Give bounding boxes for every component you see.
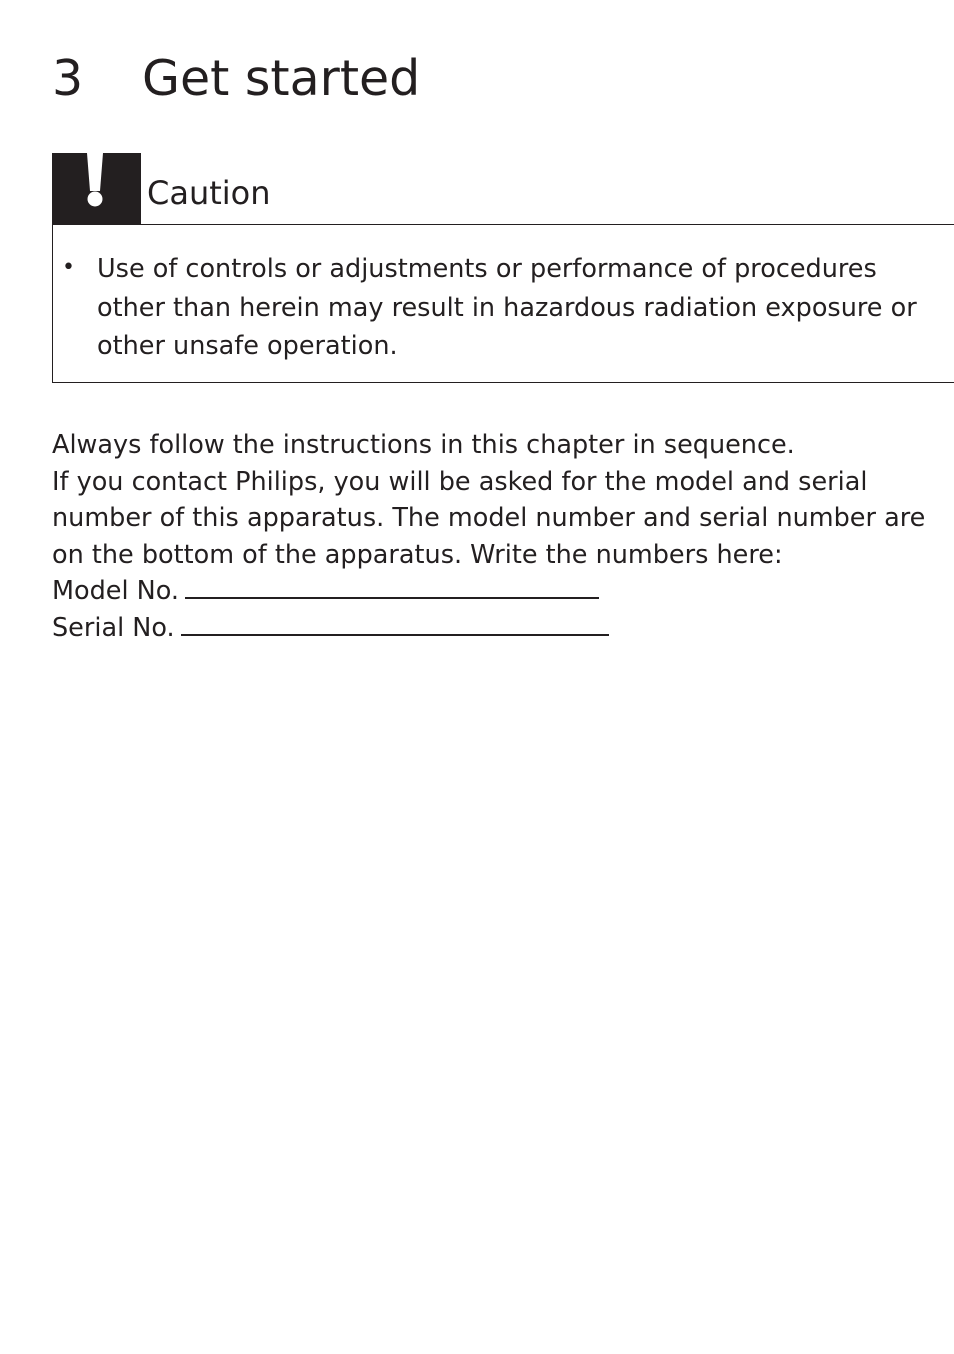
caution-box	[52, 153, 954, 383]
serial-number-row	[52, 610, 932, 647]
model-number-row	[52, 573, 932, 610]
serial-number-label: Serial No.	[52, 612, 175, 643]
caution-left-border	[52, 224, 53, 383]
bullet-icon: •	[62, 255, 75, 280]
caution-icon-block	[52, 153, 141, 224]
contact-paragraph: If you contact Philips, you will be asked for the model and serial number of this apparatus. The model number and serial number are on the bottom of the apparatus. Write the numbers here:	[52, 466, 926, 570]
exclamation-icon	[52, 153, 141, 224]
instruction-line: Always follow the instructions in this chapter in sequence.	[52, 430, 795, 460]
chapter-heading	[52, 48, 420, 110]
caution-bottom-border	[52, 382, 954, 383]
caution-text: Use of controls or adjustments or performance of procedures other than herein may result in hazardous radiation exposure or other unsafe operation.	[97, 254, 917, 361]
chapter-number: 3	[52, 50, 84, 107]
caution-divider	[52, 224, 954, 225]
model-number-blank	[185, 575, 599, 599]
serial-number-blank	[181, 612, 609, 636]
model-number-label: Model No.	[52, 576, 180, 606]
body-text	[52, 427, 932, 646]
chapter-title: Get started	[142, 50, 421, 107]
caution-title: Caution	[147, 174, 271, 212]
